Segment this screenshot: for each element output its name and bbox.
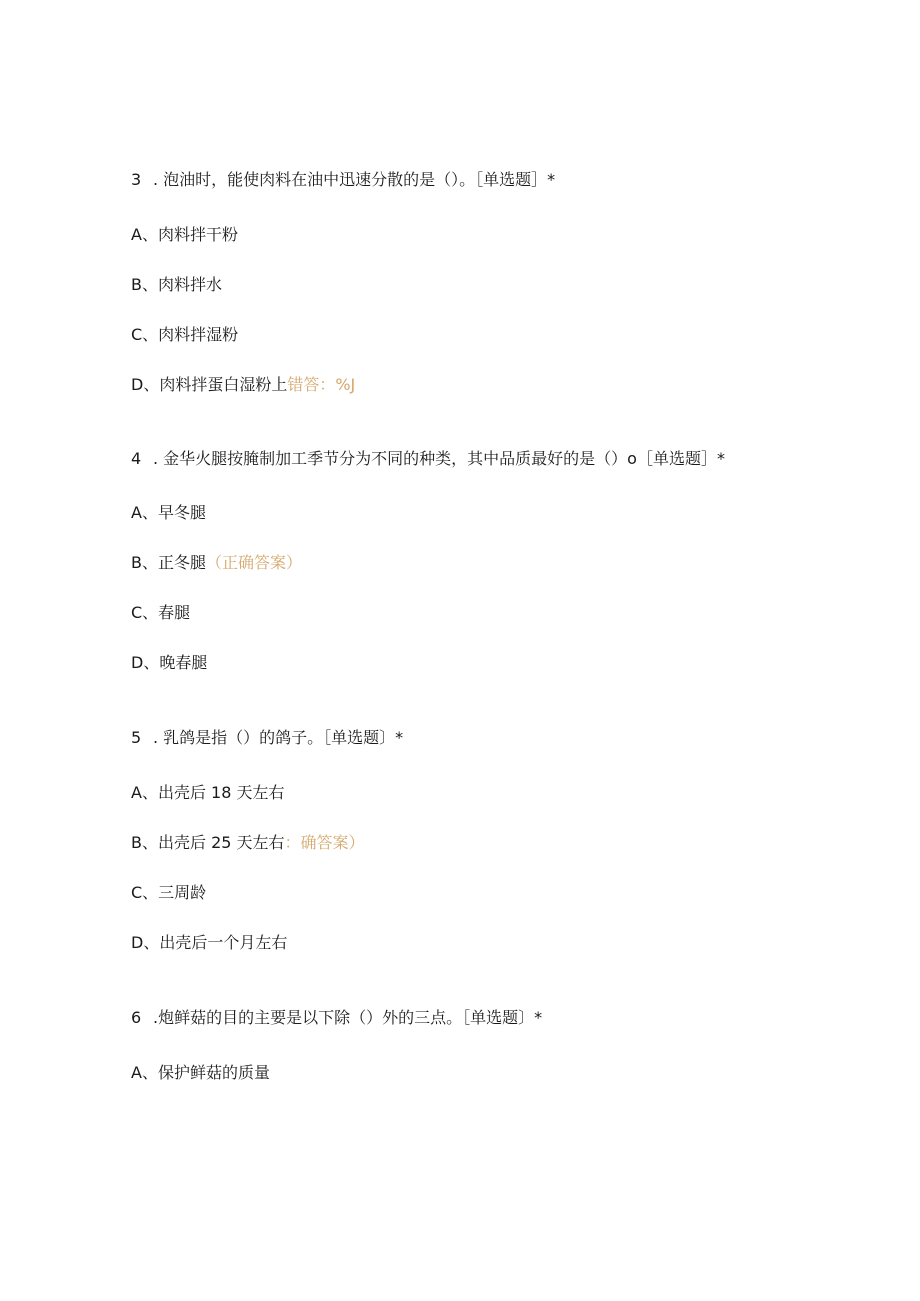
option-label: B、出壳后 25 天左右: [131, 833, 285, 852]
question-number: 3: [131, 170, 142, 189]
question-4-title: [131, 449, 725, 469]
option-label: A、出壳后 18 天左右: [131, 783, 285, 802]
option-6a: [131, 1063, 270, 1083]
answer-note: ：确答案）: [284, 833, 365, 852]
option-label: B、肉料拌水: [131, 275, 222, 294]
option-3b: [131, 275, 222, 295]
option-label: B、正冬腿: [131, 553, 206, 572]
option-label: D、肉料拌蛋白湿粉上: [131, 375, 288, 394]
option-3d: [131, 375, 355, 395]
option-5d: [131, 933, 287, 953]
option-label: D、出壳后一个月左右: [131, 933, 288, 952]
option-3a: [131, 225, 238, 245]
question-text: . 金华火腿按腌制加工季节分为不同的种类，其中品质最好的是（）o［单选题］*: [153, 449, 725, 468]
option-label: A、保护鲜菇的质量: [131, 1063, 270, 1082]
option-3c: [131, 325, 238, 345]
question-6-title: [131, 1008, 542, 1028]
question-number: 6: [131, 1008, 142, 1027]
question-text: . 乳鸽是指（）的鸽子。［单选题〕*: [153, 728, 404, 747]
option-label: C、肉料拌湿粉: [131, 325, 239, 344]
option-5b: [131, 833, 365, 853]
option-5c: [131, 883, 206, 903]
answer-note: 错答：%J: [287, 375, 356, 394]
option-label: A、肉料拌干粉: [131, 225, 238, 244]
question-text: .炮鲜菇的目的主要是以下除（）外的三点。［单选题〕*: [153, 1008, 543, 1027]
option-4a: [131, 503, 206, 523]
option-label: C、三周龄: [131, 883, 207, 902]
question-number: 4: [131, 449, 142, 468]
option-4c: [131, 603, 190, 623]
question-text: . 泡油时，能使肉料在油中迅速分散的是（）。［单选题］*: [153, 170, 556, 189]
question-3-title: [131, 170, 555, 190]
option-5a: [131, 783, 284, 803]
option-label: A、早冬腿: [131, 503, 206, 522]
option-4d: [131, 653, 207, 673]
option-label: C、春腿: [131, 603, 191, 622]
option-label: D、晚春腿: [131, 653, 208, 672]
answer-note: （正确答案）: [205, 553, 302, 572]
question-5-title: [131, 728, 403, 748]
question-number: 5: [131, 728, 142, 747]
option-4b: [131, 553, 302, 573]
